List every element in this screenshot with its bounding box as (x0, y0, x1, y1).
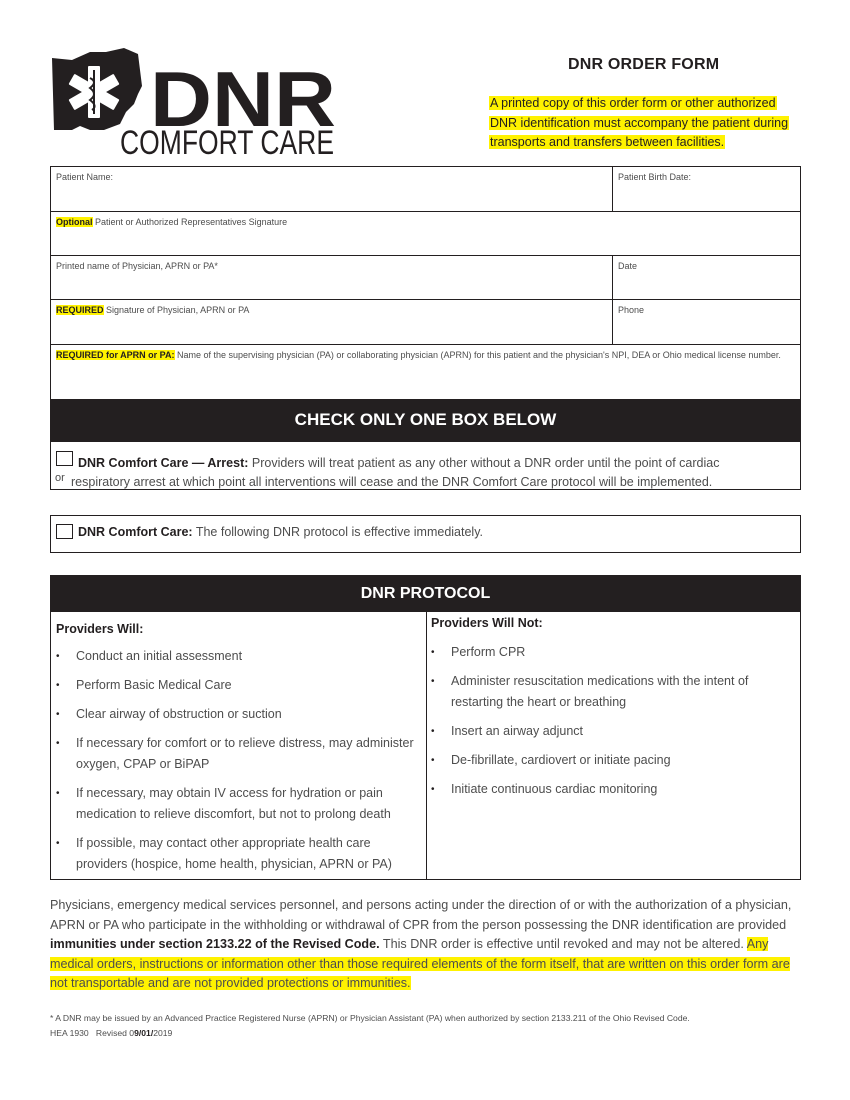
phone-field[interactable] (612, 299, 801, 345)
list-item: • Insert an airway adjunct (426, 721, 798, 742)
ohio-outline-icon (46, 46, 341, 160)
list-item: • Clear airway of obstruction or suction (51, 704, 423, 725)
list-item: • Conduct an initial assessment (51, 646, 423, 667)
arrest-option-text: Providers will treat patient as any other without a DNR order until the point of cardiac (248, 456, 720, 470)
list-item: • If necessary for comfort or to relieve distress, may administer oxygen, CPAP or BiPAP (51, 733, 423, 775)
patient-birth-date-label: Patient Birth Date: (618, 172, 692, 182)
immediate-option-text: The following DNR protocol is effective immediately. (192, 525, 483, 539)
protocol-table (50, 612, 801, 880)
arrest-option-text-line2: respiratory arrest at which point all interventions will cease and the DNR Comfort Care protocol will be implemented. (71, 475, 713, 489)
dnr-protocol-header: DNR PROTOCOL (50, 575, 801, 612)
notice-line: DNR identification must accompany the patient during (490, 115, 789, 130)
notice-line: transports and transfers between facilities. (490, 135, 725, 149)
option-arrest-box (50, 441, 801, 490)
dnr-comfort-care-logo (46, 46, 341, 160)
list-item: • Initiate continuous cardiac monitoring (426, 779, 798, 800)
required-tag: REQUIRED (56, 305, 104, 315)
patient-signature-field[interactable] (50, 211, 801, 256)
patient-birth-date-field[interactable] (612, 166, 801, 212)
providers-will-list (51, 646, 423, 875)
legal-immunity-paragraph: Physicians, emergency medical services personnel, and persons acting under the direction of or with the authorization of a physician, APRN or PA who participate in the withholding or withdrawal of CPR from the person possessing the DNR identification are provided immunities under section 2133.22 of the Revised Code. This DNR order is effective until revoked and may not be altered. Any medical orders, instructions or information other than those required elements of the form itself, that are written on this order form are not transportable and are not provided protections or immunities. (50, 898, 792, 991)
physician-printed-name-field[interactable] (50, 255, 613, 300)
form-number: HEA 1930 (50, 1028, 89, 1038)
list-item: • Administer resuscitation medications with the intent of restarting the heart or breathing (426, 671, 798, 713)
form-revision: HEA 1930 Revised 09/01/2019 (50, 1028, 173, 1038)
supervising-physician-label: Name of the supervising physician (PA) or collaborating physician (APRN) for this patient and the physician's NPI, DEA or Ohio medical license number. (174, 350, 781, 360)
arrest-checkbox[interactable] (56, 451, 73, 466)
physician-signature-field[interactable] (50, 299, 613, 345)
svg-text:COMFORT CARE: COMFORT CARE (120, 124, 334, 160)
aprn-footnote: * A DNR may be issued by an Advanced Practice Registered Nurse (APRN) or Physician Assistant (PA) when authorized by section 2133.211 of the Ohio Revised Code. (50, 1013, 690, 1023)
notice-line: A printed copy of this order form or other authorized (490, 96, 776, 110)
date-field[interactable] (612, 255, 801, 300)
required-aprn-tag: REQUIRED for APRN or PA: (56, 350, 175, 360)
providers-will-not-list (426, 642, 798, 800)
list-item: • De-fibrillate, cardiovert or initiate pacing (426, 750, 798, 771)
providers-will-not-heading: Providers Will Not: (431, 616, 543, 630)
option-immediate-box (50, 515, 801, 553)
providers-will-heading: Providers Will: (56, 622, 144, 636)
patient-name-field[interactable] (50, 166, 613, 212)
patient-signature-label: Patient or Authorized Representatives Signature (92, 217, 288, 227)
list-item: • If possible, may contact other appropriate health care providers (hospice, home health, physician, APRN or PA) (51, 833, 423, 875)
list-item: • Perform CPR (426, 642, 798, 663)
date-label: Date (618, 261, 638, 271)
or-separator: or (55, 472, 65, 484)
transport-notice (489, 94, 809, 153)
optional-tag: Optional (56, 217, 93, 227)
immediate-option-label: DNR Comfort Care: (78, 525, 193, 539)
arrest-option-label: DNR Comfort Care — Arrest: (78, 456, 249, 470)
immunities-statement: immunities under section 2133.22 of the Revised Code. (50, 937, 380, 952)
form-title: DNR ORDER FORM (568, 56, 720, 73)
list-item: • If necessary, may obtain IV access for hydration or pain medication to relieve discomfort, but not to prolong death (51, 783, 423, 825)
list-item: • Perform Basic Medical Care (51, 675, 423, 696)
patient-name-label: Patient Name: (56, 172, 114, 182)
highlighted-warning: Any medical orders, instructions or information other than those required elements of the form itself, that are written on this order form are not transportable and are not provided protections or immunities. (50, 937, 790, 991)
phone-label: Phone (618, 305, 645, 315)
check-one-box-header: CHECK ONLY ONE BOX BELOW (50, 399, 801, 441)
svg-text:DNR: DNR (150, 55, 336, 143)
supervising-physician-field[interactable] (50, 344, 801, 400)
physician-printed-name-label: Printed name of Physician, APRN or PA* (56, 261, 218, 271)
immediate-checkbox[interactable] (56, 524, 73, 539)
physician-signature-label: Signature of Physician, APRN or PA (103, 305, 250, 315)
